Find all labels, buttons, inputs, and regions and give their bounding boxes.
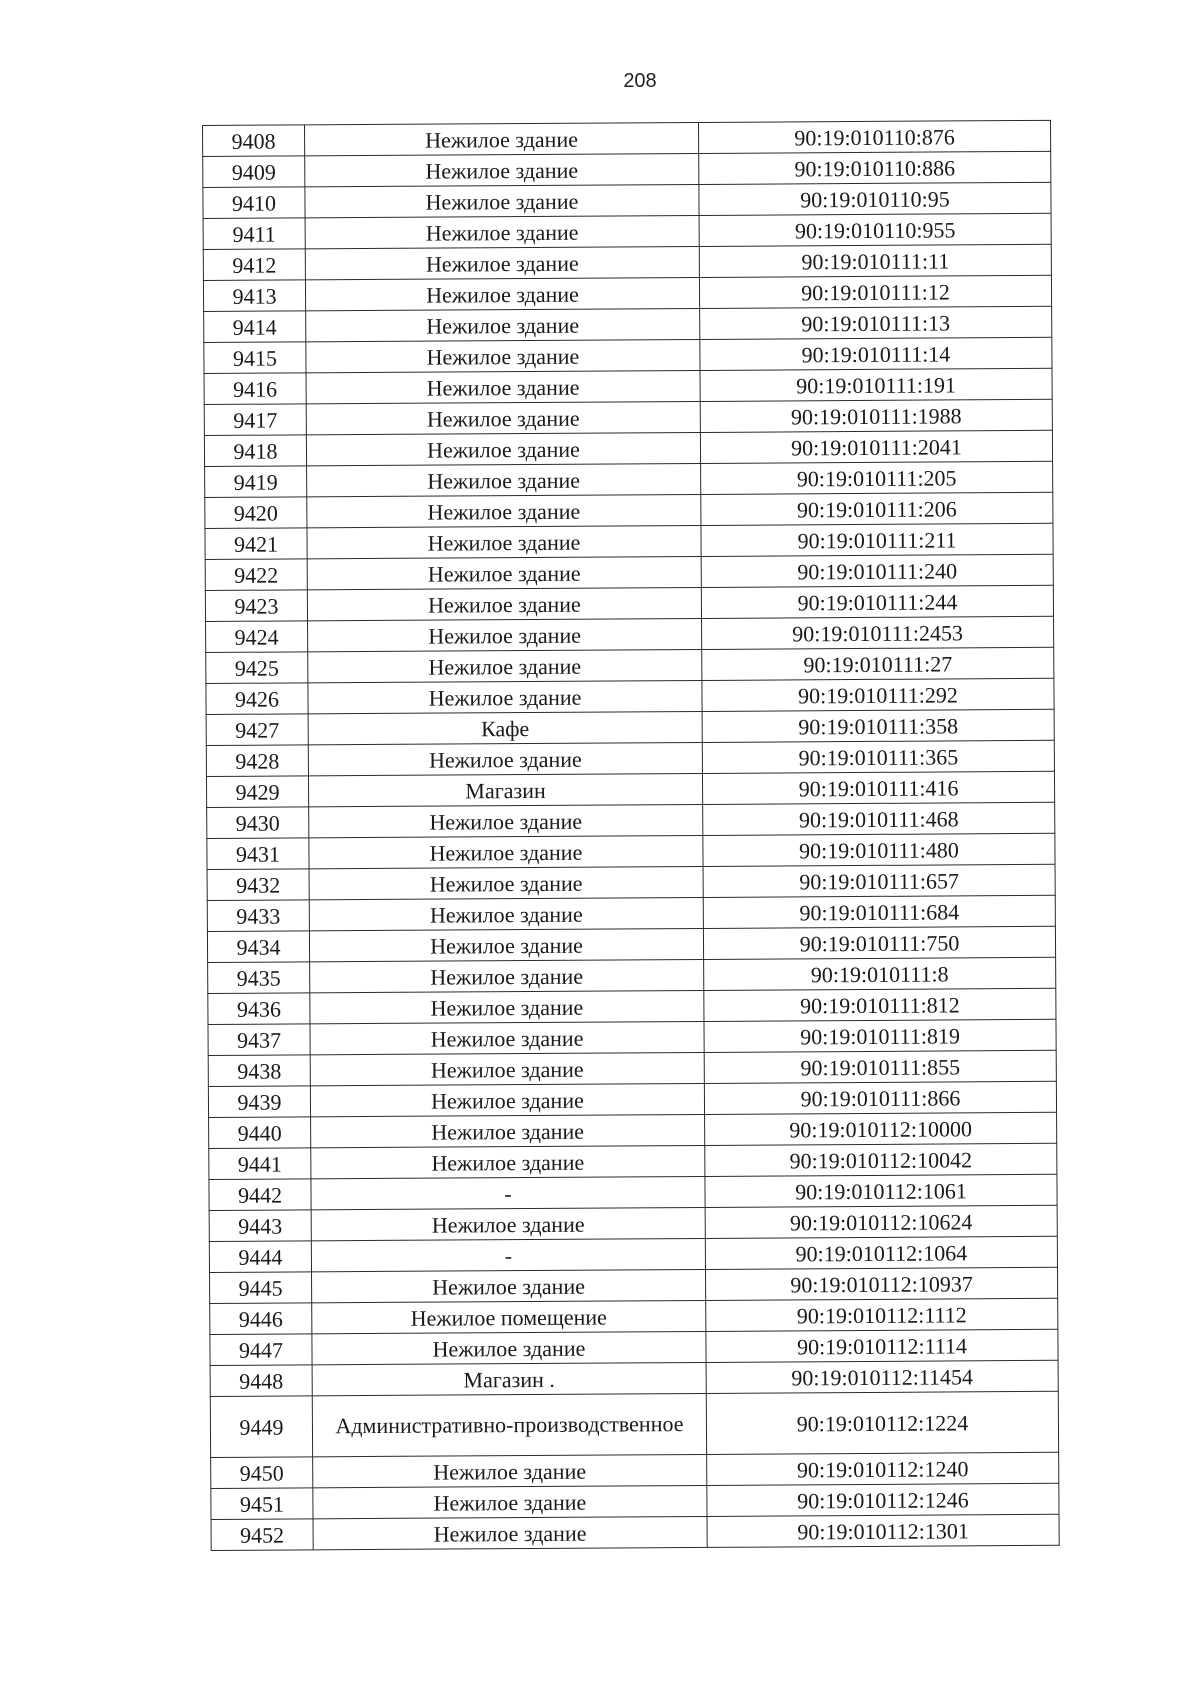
table-row: [205, 554, 1053, 590]
row-number-cell: 9437: [208, 1024, 310, 1056]
table-row: [207, 926, 1055, 962]
object-name-cell: Нежилое здание: [305, 122, 699, 155]
object-name-cell: Нежилое здание: [306, 339, 700, 372]
object-name-cell: Нежилое помещение: [312, 1300, 706, 1333]
row-number-cell: 9412: [203, 249, 305, 281]
row-number-cell: 9426: [206, 683, 308, 715]
cadastral-number-cell: 90:19:010112:10937: [706, 1267, 1058, 1300]
cadastral-number-cell: 90:19:010111:244: [701, 585, 1053, 618]
row-number-cell: 9435: [208, 962, 310, 994]
table-row: [205, 492, 1053, 528]
table-row: [208, 988, 1056, 1024]
row-number-cell: 9436: [208, 993, 310, 1025]
cadastral-number-cell: 90:19:010111:657: [703, 864, 1055, 897]
object-name-cell: Нежилое здание: [306, 401, 700, 434]
object-name-cell: Нежилое здание: [307, 525, 701, 558]
row-number-cell: 9443: [209, 1210, 311, 1242]
cadastral-number-cell: 90:19:010110:955: [699, 213, 1051, 246]
cadastral-number-cell: 90:19:010111:205: [701, 461, 1053, 494]
row-number-cell: 9421: [205, 528, 307, 560]
row-number-cell: 9439: [208, 1086, 310, 1118]
cadastral-number-cell: 90:19:010112:10624: [705, 1205, 1057, 1238]
cadastral-number-cell: 90:19:010111:211: [701, 523, 1053, 556]
cadastral-number-cell: 90:19:010111:855: [704, 1050, 1056, 1083]
table-row: [209, 1143, 1057, 1179]
table-row: [203, 275, 1051, 311]
cadastral-number-cell: 90:19:010112:1224: [706, 1391, 1058, 1454]
row-number-cell: 9428: [206, 745, 308, 777]
object-name-cell: Нежилое здание: [310, 1021, 704, 1054]
object-name-cell: Нежилое здание: [308, 680, 702, 713]
table-row: [206, 771, 1054, 807]
row-number-cell: 9410: [203, 187, 305, 219]
table-row: [208, 1081, 1056, 1117]
registry-table: [202, 120, 1060, 1551]
cadastral-number-cell: 90:19:010111:11: [699, 244, 1051, 277]
object-name-cell: Нежилое здание: [307, 556, 701, 589]
cadastral-number-cell: 90:19:010111:8: [704, 957, 1056, 990]
object-name-cell: Нежилое здание: [305, 215, 699, 248]
table-row: [203, 151, 1051, 187]
row-number-cell: 9425: [206, 652, 308, 684]
table-row: [206, 709, 1054, 745]
object-name-cell: Нежилое здание: [311, 1207, 705, 1240]
object-name-cell: Нежилое здание: [305, 184, 699, 217]
object-name-cell: Нежилое здание: [310, 1052, 704, 1085]
row-number-cell: 9447: [210, 1334, 312, 1366]
row-number-cell: 9420: [205, 497, 307, 529]
table-row: [205, 585, 1053, 621]
row-number-cell: 9446: [210, 1303, 312, 1335]
row-number-cell: 9438: [208, 1055, 310, 1087]
cadastral-number-cell: 90:19:010111:240: [701, 554, 1053, 587]
table-row: [208, 1019, 1056, 1055]
row-number-cell: 9450: [211, 1457, 313, 1489]
table-row: [210, 1267, 1058, 1303]
object-name-cell: Нежилое здание: [308, 742, 702, 775]
row-number-cell: 9451: [211, 1488, 313, 1520]
cadastral-number-cell: 90:19:010112:1061: [705, 1174, 1057, 1207]
table-row: [204, 430, 1052, 466]
table-row: [210, 1298, 1058, 1334]
row-number-cell: 9417: [204, 404, 306, 436]
table-row: [206, 740, 1054, 776]
object-name-cell: Нежилое здание: [306, 370, 700, 403]
object-name-cell: Нежилое здание: [311, 1145, 705, 1178]
cadastral-number-cell: 90:19:010111:819: [704, 1019, 1056, 1052]
cadastral-number-cell: 90:19:010111:365: [702, 740, 1054, 773]
table-row: [204, 399, 1052, 435]
object-name-cell: Нежилое здание: [312, 1331, 706, 1364]
table-row: [210, 1329, 1058, 1365]
object-name-cell: Кафе: [308, 711, 702, 744]
object-name-cell: -: [311, 1176, 705, 1209]
cadastral-number-cell: 90:19:010112:1114: [706, 1329, 1058, 1362]
row-number-cell: 9445: [210, 1272, 312, 1304]
object-name-cell: Нежилое здание: [305, 246, 699, 279]
table-row: [209, 1112, 1057, 1148]
table-row: [206, 616, 1054, 652]
table-row: [208, 1050, 1056, 1086]
object-name-cell: Нежилое здание: [309, 897, 703, 930]
cadastral-number-cell: 90:19:010112:1301: [707, 1514, 1059, 1547]
object-name-cell: Нежилое здание: [309, 835, 703, 868]
row-number-cell: 9434: [207, 931, 309, 963]
table-row: [210, 1391, 1058, 1457]
cadastral-number-cell: 90:19:010111:2453: [702, 616, 1054, 649]
table-row: [207, 895, 1055, 931]
table-row: [209, 1236, 1057, 1272]
object-name-cell: Нежилое здание: [308, 649, 702, 682]
cadastral-number-cell: 90:19:010111:684: [703, 895, 1055, 928]
cadastral-number-cell: 90:19:010111:292: [702, 678, 1054, 711]
row-number-cell: 9448: [210, 1365, 312, 1397]
object-name-cell: Нежилое здание: [310, 959, 704, 992]
table-row: [211, 1483, 1059, 1519]
page-number: 208: [623, 70, 657, 92]
cadastral-number-cell: 90:19:010110:886: [699, 151, 1051, 184]
cadastral-number-cell: 90:19:010111:416: [702, 771, 1054, 804]
table-row: [208, 957, 1056, 993]
row-number-cell: 9441: [209, 1148, 311, 1180]
object-name-cell: Нежилое здание: [310, 1083, 704, 1116]
table-body: [203, 120, 1060, 1550]
object-name-cell: Нежилое здание: [311, 1114, 705, 1147]
object-name-cell: Нежилое здание: [309, 804, 703, 837]
table-row: [206, 678, 1054, 714]
row-number-cell: 9419: [205, 466, 307, 498]
row-number-cell: 9418: [204, 435, 306, 467]
object-name-cell: Магазин .: [312, 1362, 706, 1395]
object-name-cell: Нежилое здание: [307, 494, 701, 527]
object-name-cell: Нежилое здание: [305, 277, 699, 310]
row-number-cell: 9427: [206, 714, 308, 746]
cadastral-number-cell: 90:19:010111:12: [699, 275, 1051, 308]
row-number-cell: 9452: [211, 1519, 313, 1551]
cadastral-number-cell: 90:19:010111:27: [702, 647, 1054, 680]
table-row: [209, 1174, 1057, 1210]
object-name-cell: Нежилое здание: [312, 1269, 706, 1302]
row-number-cell: 9416: [204, 373, 306, 405]
row-number-cell: 9424: [206, 621, 308, 653]
table-row: [209, 1205, 1057, 1241]
object-name-cell: Нежилое здание: [313, 1485, 707, 1518]
object-name-cell: Нежилое здание: [308, 618, 702, 651]
row-number-cell: 9429: [206, 776, 308, 808]
object-name-cell: Нежилое здание: [309, 928, 703, 961]
cadastral-number-cell: 90:19:010112:1112: [706, 1298, 1058, 1331]
cadastral-number-cell: 90:19:010111:480: [703, 833, 1055, 866]
cadastral-number-cell: 90:19:010111:14: [700, 337, 1052, 370]
row-number-cell: 9432: [207, 869, 309, 901]
table-row: [211, 1514, 1059, 1550]
cadastral-number-cell: 90:19:010111:206: [701, 492, 1053, 525]
row-number-cell: 9411: [203, 218, 305, 250]
object-name-cell: Нежилое здание: [313, 1454, 707, 1487]
row-number-cell: 9433: [207, 900, 309, 932]
table-row: [204, 337, 1052, 373]
object-name-cell: Нежилое здание: [313, 1516, 707, 1549]
cadastral-number-cell: 90:19:010111:750: [703, 926, 1055, 959]
table-row: [204, 306, 1052, 342]
object-name-cell: Нежилое здание: [305, 153, 699, 186]
cadastral-number-cell: 90:19:010112:11454: [706, 1360, 1058, 1393]
table-row: [210, 1360, 1058, 1396]
row-number-cell: 9442: [209, 1179, 311, 1211]
cadastral-number-cell: 90:19:010111:812: [704, 988, 1056, 1021]
cadastral-number-cell: 90:19:010111:191: [700, 368, 1052, 401]
row-number-cell: 9423: [205, 590, 307, 622]
cadastral-number-cell: 90:19:010112:1246: [707, 1483, 1059, 1516]
cadastral-number-cell: 90:19:010111:866: [704, 1081, 1056, 1114]
table-row: [211, 1452, 1059, 1488]
cadastral-number-cell: 90:19:010111:468: [703, 802, 1055, 835]
cadastral-number-cell: 90:19:010111:1988: [700, 399, 1052, 432]
table-row: [203, 213, 1051, 249]
row-number-cell: 9440: [209, 1117, 311, 1149]
cadastral-number-cell: 90:19:010112:10042: [705, 1143, 1057, 1176]
row-number-cell: 9431: [207, 838, 309, 870]
row-number-cell: 9449: [210, 1396, 312, 1458]
object-name-cell: Магазин: [308, 773, 702, 806]
table-row: [207, 833, 1055, 869]
cadastral-number-cell: 90:19:010110:876: [698, 120, 1050, 153]
object-name-cell: Нежилое здание: [306, 432, 700, 465]
table-row: [205, 461, 1053, 497]
object-name-cell: Нежилое здание: [309, 866, 703, 899]
cadastral-number-cell: 90:19:010111:358: [702, 709, 1054, 742]
table-row: [204, 368, 1052, 404]
object-name-cell: Нежилое здание: [310, 990, 704, 1023]
row-number-cell: 9422: [205, 559, 307, 591]
row-number-cell: 9430: [207, 807, 309, 839]
object-name-cell: Нежилое здание: [306, 308, 700, 341]
object-name-cell: -: [311, 1238, 705, 1271]
cadastral-number-cell: 90:19:010112:1064: [705, 1236, 1057, 1269]
table-row: [203, 244, 1051, 280]
cadastral-number-cell: 90:19:010111:2041: [700, 430, 1052, 463]
row-number-cell: 9408: [203, 125, 305, 157]
object-name-cell: Административно-производственное: [312, 1393, 706, 1456]
cadastral-number-cell: 90:19:010112:1240: [707, 1452, 1059, 1485]
row-number-cell: 9444: [209, 1241, 311, 1273]
cadastral-number-cell: 90:19:010112:10000: [705, 1112, 1057, 1145]
row-number-cell: 9413: [203, 280, 305, 312]
cadastral-number-cell: 90:19:010110:95: [699, 182, 1051, 215]
row-number-cell: 9409: [203, 156, 305, 188]
table-row: [205, 523, 1053, 559]
table-row: [207, 802, 1055, 838]
object-name-cell: Нежилое здание: [307, 463, 701, 496]
object-name-cell: Нежилое здание: [307, 587, 701, 620]
cadastral-number-cell: 90:19:010111:13: [700, 306, 1052, 339]
table-row: [207, 864, 1055, 900]
row-number-cell: 9414: [204, 311, 306, 343]
table-row: [206, 647, 1054, 683]
row-number-cell: 9415: [204, 342, 306, 374]
table-row: [203, 182, 1051, 218]
table-row: [203, 120, 1051, 156]
